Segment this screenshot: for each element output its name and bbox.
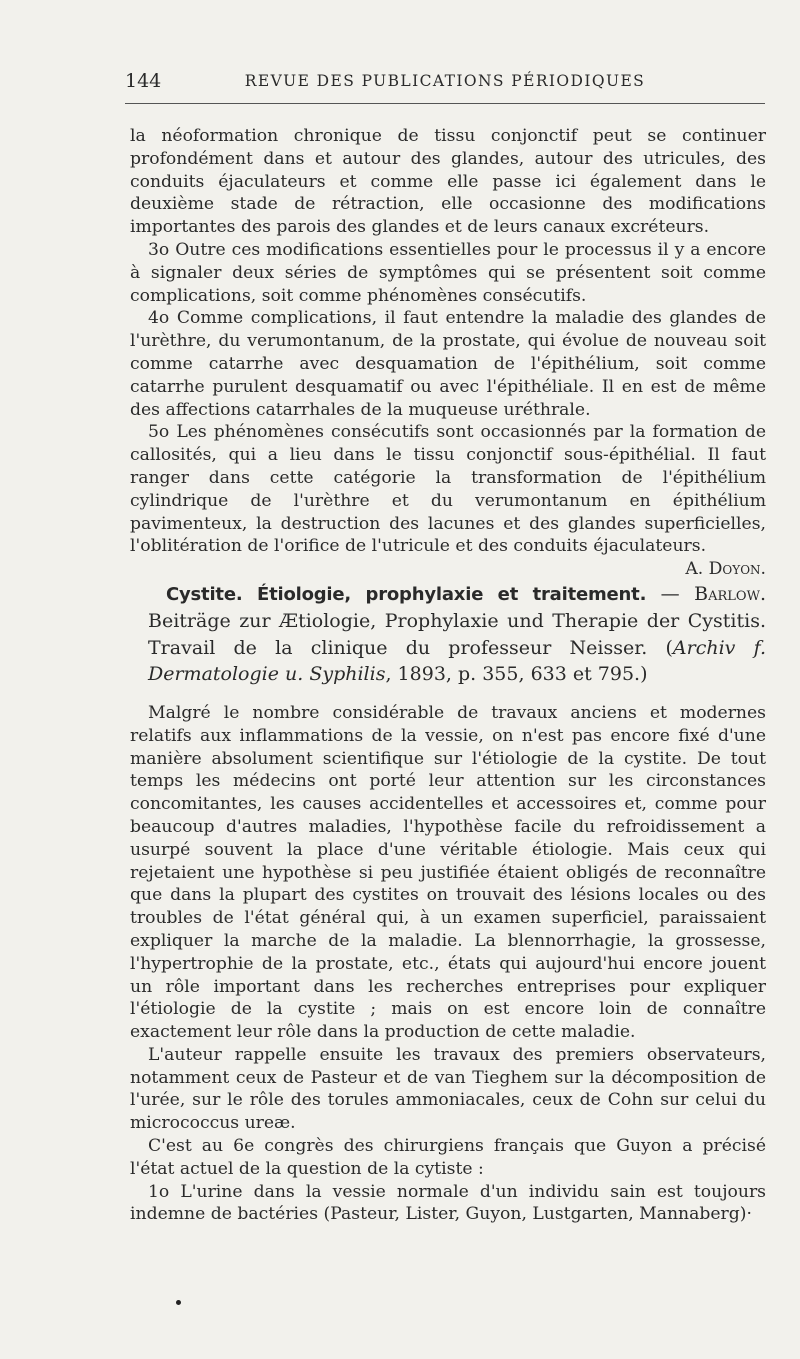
paragraph-point-5: 5o Les phénomènes consécutifs sont occasionnés par la formation de callosités, qui a lieu dans le tissu conjonctif sous-épithélial. Il faut ranger dans cette catégorie la transformation de l'épithélium cylindrique de l'urèthre et du verumontanum en épithélium pavimenteux, la destruction des lacunes et des glandes superficielles, l'oblitération de l'orifice de l'utricule et des conduits éjaculateurs. [130, 422, 766, 557]
paragraph-intro: Malgré le nombre considérable de travaux anciens et modernes relatifs aux inflammations de la vessie, on n'est pas encore fixé d'une manière absolument scientifique sur l'étiologie de la cystite. De tout temps les médecins ont porté leur attention sur les circonstances concomitantes, les causes accidentelles et accessoires et, comme pour beaucoup d'autres maladies, l'hypothèse facile du refroidissement a usurpé souvent la place d'une véritable étiologie. Mais ceux qui rejetaient une hypothèse si peu justifiée étaient obligés de reconnaître que dans la plupart des cystites on trouvait des lésions locales ou des troubles de l'état général qui, à un examen superficiel, paraissaient expliquer la marche de la maladie. La blennorrhagie, la grossesse, l'hypertrophie de la prostate, etc., états qui aujourd'hui encore jouent un rôle important dans les recherches entreprises pour expliquer l'étiologie de la cystite ; mais on est encore loin de connaître exactement leur rôle dans la production de cette maladie. [130, 702, 766, 1043]
signature [130, 558, 766, 581]
page-header [125, 70, 765, 100]
signature-name: A. Doyon. [685, 559, 766, 580]
spacer [130, 688, 766, 702]
page-number: 144 [125, 70, 162, 92]
running-title: REVUE DES PUBLICATIONS PÉRIODIQUES [244, 72, 646, 90]
article-reference-tail: , 1893, p. 355, 633 et 795.) [385, 663, 648, 686]
paragraph-continued: la néoformation chronique de tissu conjonctif peut se continuer profondément dans et autour des glandes, autour des utricules, des conduits éjaculateurs et comme elle passe ici également dans le deuxième stade de rétraction, elle occasionne des modifications importantes des parois des glandes et de leurs canaux excréteurs. [130, 126, 766, 238]
article-author: Barlow [694, 582, 760, 605]
header-rule [125, 103, 765, 104]
paragraph-congress: C'est au 6e congrès des chirurgiens français que Guyon a précisé l'état actuel de la question de la cytiste : [130, 1136, 766, 1179]
article-dash: — [646, 582, 695, 605]
paragraph-point-3: 3o Outre ces modifications essentielles pour le processus il y a encore à signaler deux séries de symptômes qui se présentent soit comme complications, soit comme phénomènes consécutifs. [130, 239, 766, 306]
article-reference: . Beiträge zur Ætiologie, Prophylaxie und Therapie der Cystitis. Travail de la clinique du professeur Neisser. ( [148, 582, 766, 659]
paragraph-history: L'auteur rappelle ensuite les travaux des premiers observateurs, notamment ceux de Pasteur et de van Tieghem sur la décomposition de l'urée, sur le rôle des torules ammoniacales, ceux de Cohn sur celui du micrococcus ureæ. [130, 1044, 766, 1134]
article-heading [130, 581, 766, 688]
paragraph-point-4: 4o Comme complications, il faut entendre la maladie des glandes de l'urèthre, du verumontanum, de la prostate, qui évolue de nouveau soit comme catarrhe avec desquamation de l'épithélium, soit comme catarrhe purulent desquamatif ou avec l'épithéliale. Il en est de même des affections catarrhales de la muqueuse uréthrale. [130, 308, 766, 420]
ink-speck [176, 1300, 181, 1305]
body-text [130, 125, 766, 1226]
journal-name: Archiv f. Dermatologie u. Syphilis [148, 636, 766, 686]
paragraph-point-1: 1o L'urine dans la vessie normale d'un individu sain est toujours indemne de bactéries (Pasteur, Lister, Guyon, Lustgarten, Mannaberg)· [130, 1181, 766, 1225]
article-title: Cystite. Étiologie, prophylaxie et traitement. [166, 583, 647, 605]
